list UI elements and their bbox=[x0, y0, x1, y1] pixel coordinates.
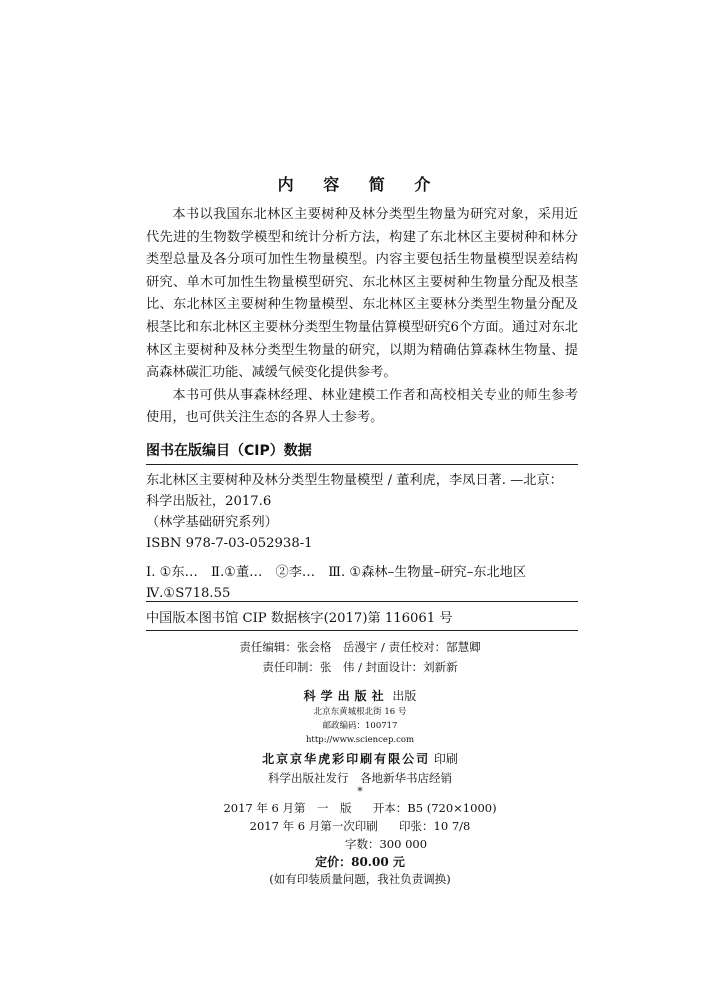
printer-line bbox=[0, 750, 720, 767]
word-count: 字数：300 000 bbox=[344, 837, 428, 851]
cip-classification-line: Ⅳ.①S718.55 bbox=[146, 586, 231, 601]
cip-data-number: 中国版本图书馆 CIP 数据核字(2017)第 116061 号 bbox=[146, 611, 453, 626]
cip-middle-rule bbox=[146, 601, 578, 602]
cip-line: ISBN 978-7-03-052938-1 bbox=[146, 536, 313, 551]
cip-bottom-rule bbox=[146, 630, 578, 631]
cip-record bbox=[146, 470, 578, 604]
editor-credit: 责任编辑：张会格 岳漫宇 / 责任校对：郜慧卿 bbox=[239, 640, 481, 654]
summary-text bbox=[146, 204, 578, 430]
edition-format-line bbox=[0, 800, 720, 816]
publisher-line bbox=[0, 687, 720, 704]
printer-name: 北京京华虎彩印刷有限公司 bbox=[262, 752, 431, 766]
format-info: 开本：B5 (720×1000) bbox=[372, 801, 497, 815]
cip-line: （林学基础研究系列） bbox=[146, 515, 278, 530]
printer-role: 印刷 bbox=[433, 752, 458, 766]
summary-title: 内 容 简 介 bbox=[277, 175, 443, 194]
distribution-line: 科学出版社发行 各地新华书店经销 bbox=[268, 771, 452, 785]
price: 定价：80.00 元 bbox=[315, 855, 405, 869]
cip-top-rule bbox=[146, 464, 578, 465]
publisher-postcode: 邮政编码：100717 bbox=[322, 721, 398, 731]
summary-paragraph: 本书以我国东北林区主要树种及林分类型生物量为研究对象，采用近代先进的生物数学模型和统计分析方法，构建了东北林区主要树种和林分类型总量及各分项可加性生物量模型。内容主要包括生物量模型误差结构研究、单木可加性生物量模型研究、东北林区主要树种生物量分配及根茎比、东北林区主要树种生物量模型、东北林区主要林分类型生物量分配及根茎比和东北林区主要林分类型生物量估算模型研究6个方面。通过对东北林区主要树种及林分类型生物量的研究，以期为精确估算森林生物量、提高森林碳汇功能、减缓气候变化提供参考。 bbox=[146, 207, 578, 381]
edition-info: 2017 年 6 月第 一 版 bbox=[223, 801, 352, 815]
cip-line: 东北林区主要树种及林分类型生物量模型 / 董利虎，李凤日著. —北京： bbox=[146, 473, 563, 488]
summary-paragraph: 本书可供从事森林经理、林业建模工作者和高校相关专业的师生参考使用，也可供关注生态的各界人士参考。 bbox=[146, 387, 578, 426]
cip-classification-line: Ⅰ. ①东… Ⅱ.①董… ②李… Ⅲ. ①森林–生物量–研究–东北地区 bbox=[146, 565, 527, 580]
printing-sheets-line bbox=[0, 818, 720, 834]
print-design-credit: 责任印制：张 伟 / 封面设计：刘新新 bbox=[262, 660, 458, 674]
publisher-url: http://www.sciencep.com bbox=[305, 735, 415, 745]
separator-mark: * bbox=[357, 785, 363, 798]
publisher-name: 科学出版社 bbox=[303, 689, 389, 703]
cip-heading: 图书在版编目（CIP）数据 bbox=[146, 443, 312, 459]
quality-note: (如有印装质量问题，我社负责调换) bbox=[269, 872, 451, 886]
publisher-role: 出版 bbox=[392, 689, 417, 703]
printing-info: 2017 年 6 月第一次印刷 bbox=[249, 819, 378, 833]
sheets-info: 印张：10 7/8 bbox=[399, 819, 471, 833]
publisher-address: 北京东黄城根北街 16 号 bbox=[313, 707, 407, 717]
staff-credits bbox=[0, 637, 720, 677]
cip-line: 科学出版社，2017.6 bbox=[146, 494, 272, 509]
